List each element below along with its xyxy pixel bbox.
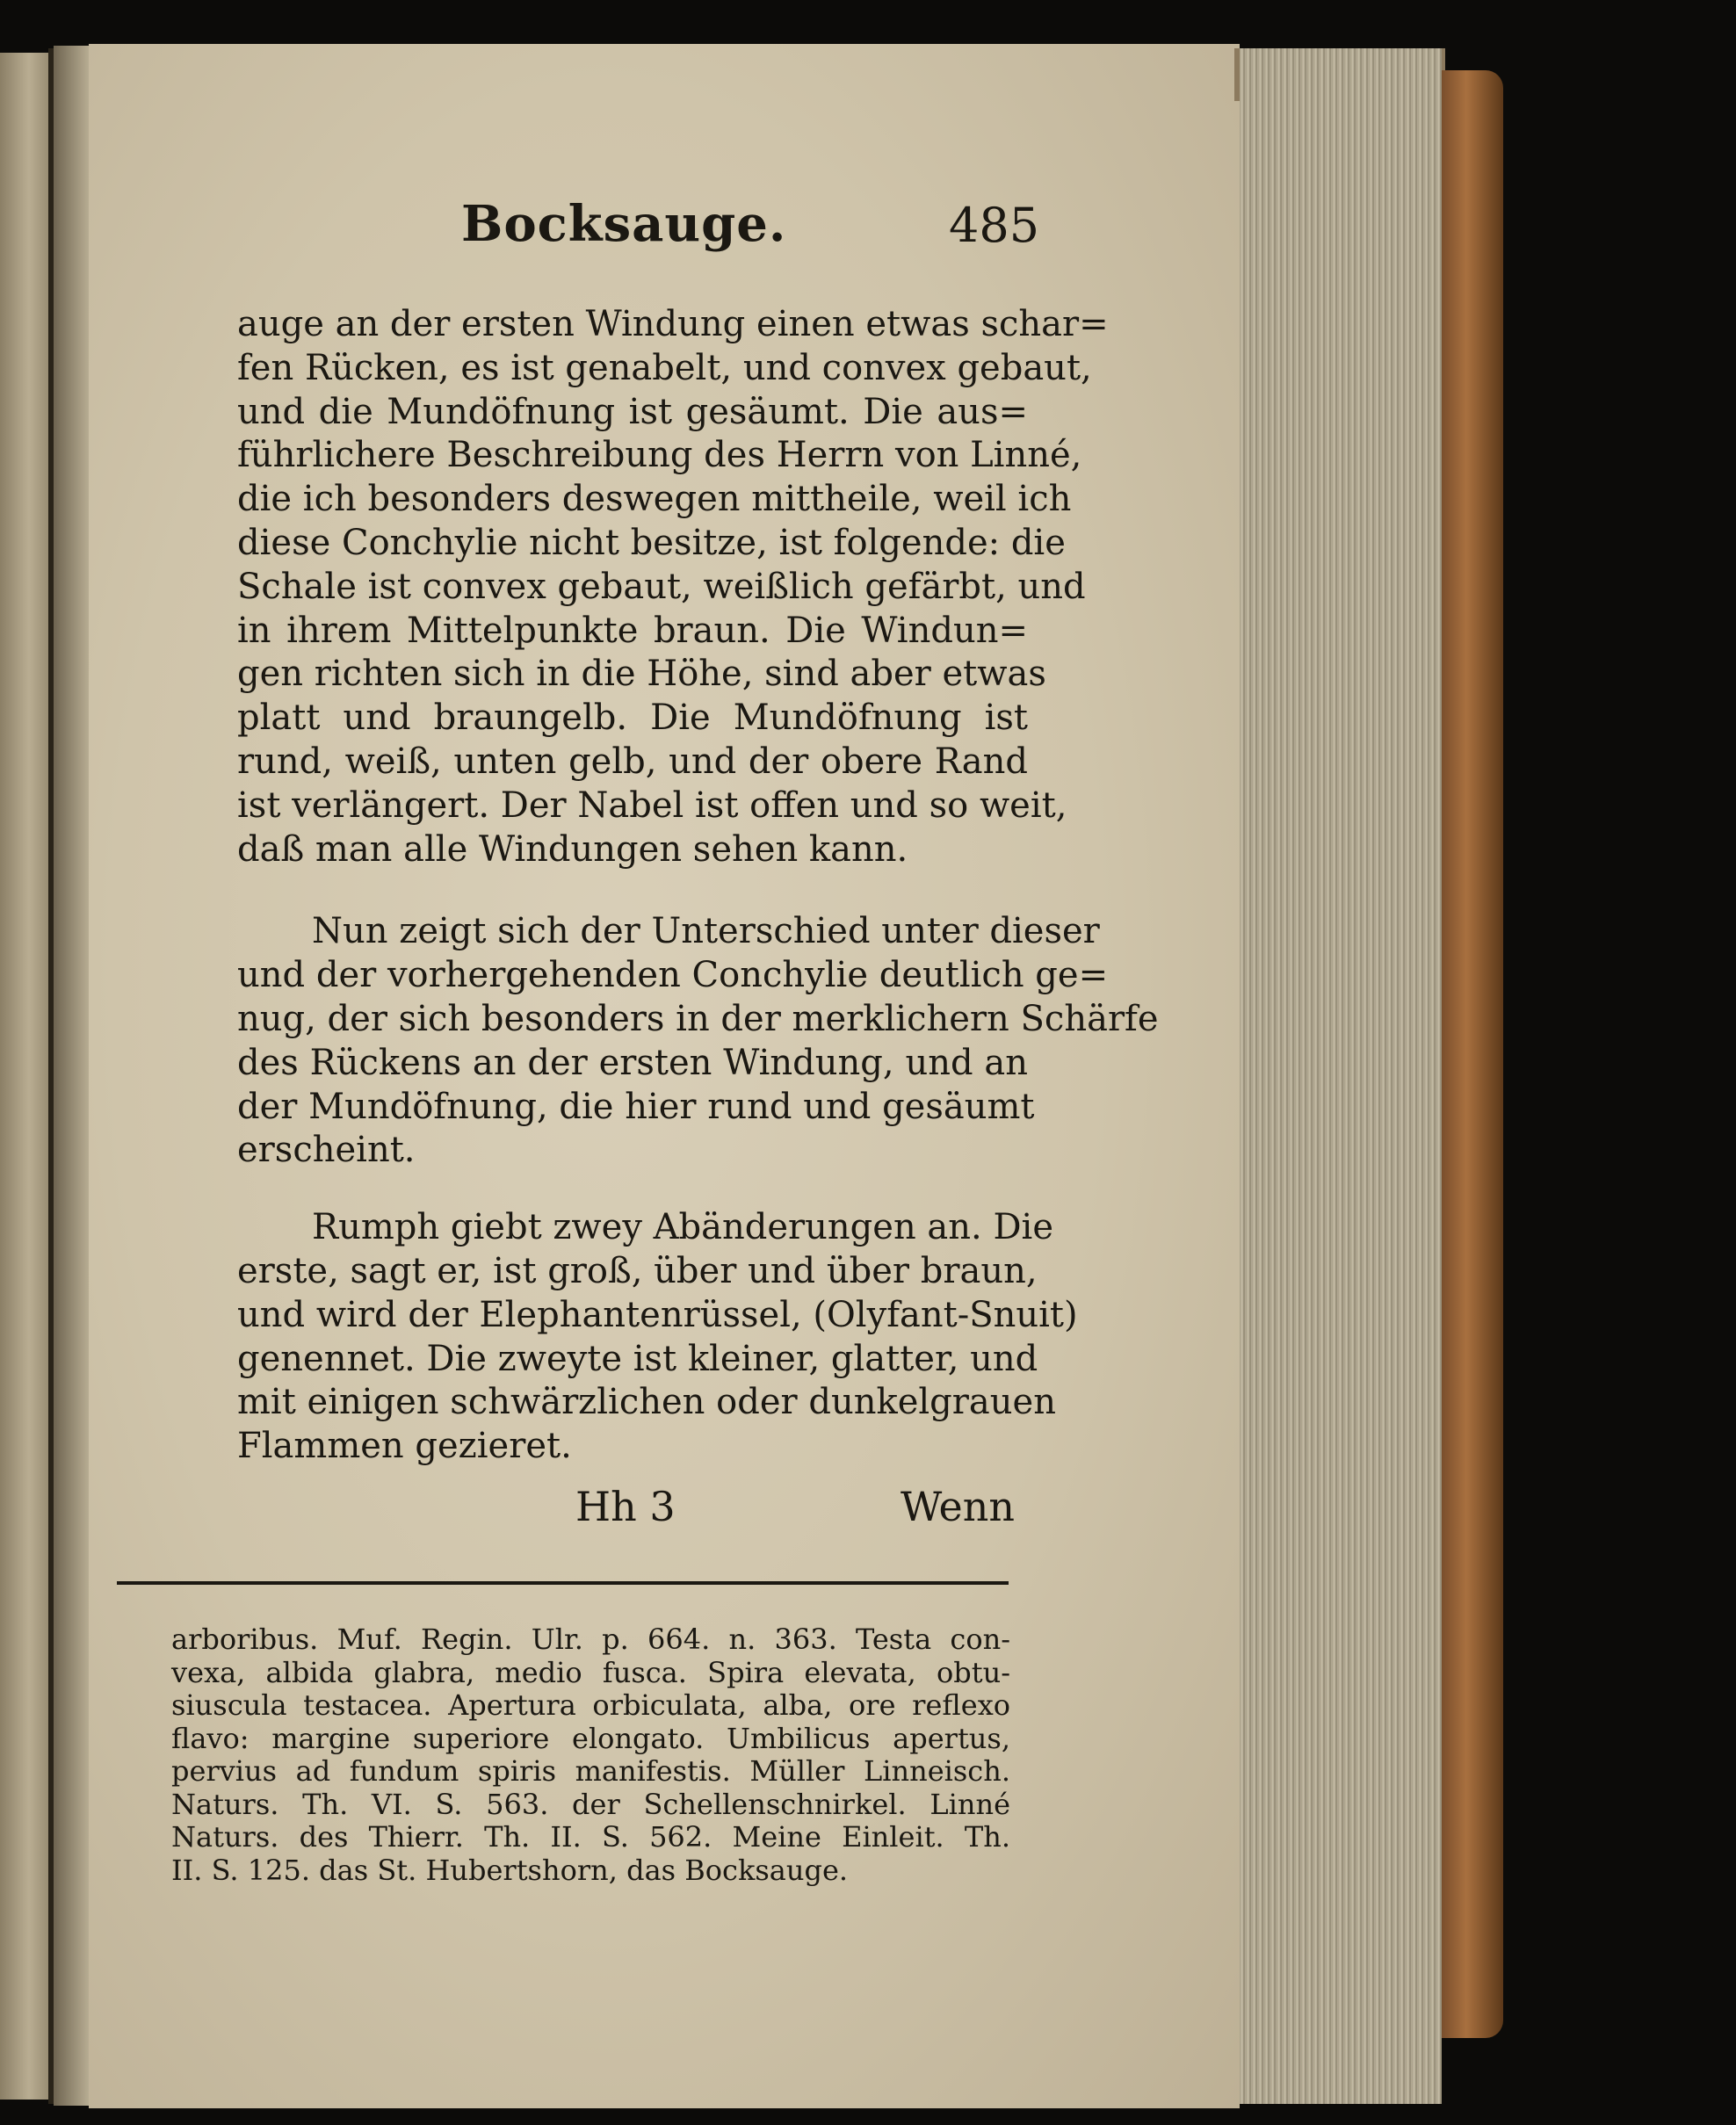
text-line: ist verlängert. Der Nabel ist offen und so weit, [237,784,1067,826]
text-line: platt und braungelb. Die Mundöfnung ist [237,697,1028,739]
text-line: gen richten sich in die Höhe, sind aber etwas [237,654,1046,695]
footnote-line: vexa, albida glabra, medio fusca. Spira elevata, obtu- [171,1655,1010,1689]
footnote-rule [117,1581,1009,1585]
text-line: nug, der sich besonders in der merklichern Schärfe [237,998,1159,1039]
text-line: in ihrem Mittelpunkte braun. Die Windun= [237,610,1028,651]
main-text [237,303,1159,1469]
text-line: Schale ist convex gebaut, weißlich gefärbt, und [237,566,1086,607]
paragraph-gap [237,871,1028,910]
paragraph-2 [237,910,1159,1173]
footnote-line: siuscula testacea. Apertura orbiculata, alba, ore reflexo [171,1688,1010,1722]
book-cover-edge [1442,70,1503,2038]
text-line: genennet. Die zweyte ist kleiner, glatter, und [237,1338,1038,1379]
text-line: Rumph giebt zwey Abänderungen an. Die [312,1207,1054,1248]
text-line: erste, sagt er, ist groß, über und über braun, [237,1250,1038,1291]
text-line: der Mundöfnung, die hier rund und gesäumt [237,1086,1035,1127]
catchword: Wenn [901,1483,1016,1530]
text-line: mit einigen schwärzlichen oder dunkelgrauen [237,1382,1056,1423]
footnote-line: pervius ad fundum spiris manifestis. Müller Linneisch. [171,1754,1010,1788]
footnote-line: II. S. 125. das St. Hubertshorn, das Bocksauge. [171,1853,849,1887]
text-line: fen Rücken, es ist genabelt, und convex gebaut, [237,347,1092,388]
signature-mark: Hh 3 [575,1483,676,1530]
text-line: und der vorhergehenden Conchylie deutlich ge= [237,955,1109,996]
paragraph-3 [237,1206,1078,1469]
text-line: erscheint. [237,1130,416,1171]
text-line: führlichere Beschreibung des Herrn von Linné, [237,435,1082,476]
text-line: auge an der ersten Windung einen etwas schar= [237,304,1109,344]
text-line: Flammen gezieret. [237,1426,572,1467]
paragraph-1 [237,303,1109,871]
footnote-line: arboribus. Muf. Regin. Ulr. p. 664. n. 363. Testa con- [171,1623,1010,1656]
page-stack-fore-edge [1240,48,1442,2104]
running-title: Bocksauge. [461,195,787,253]
left-page-margin [0,53,48,2100]
paragraph-gap [237,1173,1028,1206]
text-line: und die Mundöfnung ist gesäumt. Die aus= [237,391,1028,432]
footnote-line: flavo: margine superiore elongato. Umbilicus apertus, [171,1721,1010,1755]
text-line: rund, weiß, unten gelb, und der obere Rand [237,741,1028,782]
text-line: diese Conchylie nicht besitze, ist folgende: die [237,522,1066,563]
text-line: daß man alle Windungen sehen kann. [237,828,908,870]
text-line: Nun zeigt sich der Unterschied unter dieser [312,911,1100,952]
footnote-line: Naturs. des Thierr. Th. II. S. 562. Meine Einleit. Th. [171,1820,1010,1854]
footnote-line: Naturs. Th. VI. S. 563. der Schellenschnirkel. Linné [171,1787,1010,1821]
text-line: des Rückens an der ersten Windung, und an [237,1042,1028,1083]
book-gutter [54,46,89,2106]
footnote [171,1623,1010,1887]
page-number: 485 [949,198,1040,253]
text-line: die ich besonders deswegen mittheile, weil ich [237,479,1072,520]
text-line: und wird der Elephantenrüssel, (Olyfant-Snuit) [237,1294,1078,1335]
